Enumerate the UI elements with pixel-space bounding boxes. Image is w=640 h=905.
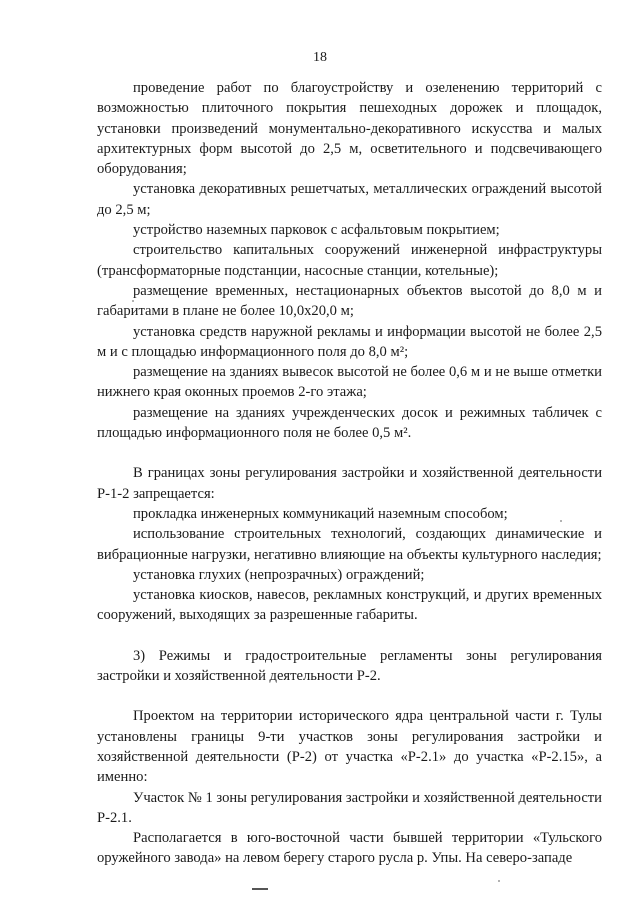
paragraph-kiosks: установка киосков, навесов, рекламных конструкций, и других временных сооружений, выходящих за разрешенные габариты.: [97, 587, 602, 624]
paragraph-plaques: размещение на зданиях учрежденческих досок и режимных табличек с площадью информационного поля не более 0,5 м².: [97, 404, 602, 442]
paragraph-location: Располагается в юго-восточной части бывшей территории «Тульского оружейного завода» на левом берегу старого русла р. Упы. На северо-западе: [97, 830, 602, 867]
section-heading-r2: 3) Режимы и градостроительные регламенты зоны регулирования застройки и хозяйственной деятельности Р-2.: [97, 647, 602, 685]
paragraph-solid-fences: установка глухих (непрозрачных) ограждений;: [133, 566, 425, 583]
scan-dot: [132, 300, 134, 302]
paragraph-construction-tech: использование строительных технологий, создающих динамические и вибрационные нагрузки, негативно влияющие на объекты культурного наследия;: [97, 526, 602, 563]
paragraph-fences: установка декоративных решетчатых, металлических ограждений высотой до 2,5 м;: [97, 181, 602, 218]
scan-dot: [498, 880, 500, 882]
paragraph-temporary-objects: размещение временных, нестационарных объектов высотой до 8,0 м и габаритами в плане не более 10,0х20,0 м;: [97, 282, 602, 320]
scan-mark: [252, 888, 268, 890]
paragraph-prohibited-intro: В границах зоны регулирования застройки и хозяйственной деятельности Р-1-2 запрещается:: [97, 465, 602, 502]
paragraph-signs: размещение на зданиях вывесок высотой не более 0,6 м и не выше отметки нижнего края оконных проемов 2-го этажа;: [97, 364, 602, 401]
paragraph-project-boundaries: Проектом на территории исторического ядра центральной части г. Тулы установлены границы 9-ти участков зоны регулирования застройки и хозяйственной деятельности (Р-2) от участка «Р-2.1» до участка «Р-2.15», а именно:: [97, 708, 602, 786]
paragraph-landscaping: проведение работ по благоустройству и озеленению территорий с возможностью плиточного покрытия пешеходных дорожек и площадок, установки произведений монументально-декоративного искусства и малых архитектурных форм высотой до 2,5 м, осветительного и подсвечивающего оборудования;: [97, 80, 602, 178]
paragraph-parking: устройство наземных парковок с асфальтовым покрытием;: [133, 222, 500, 239]
page-number: 18: [313, 50, 327, 65]
scan-dot: [560, 520, 562, 522]
paragraph-advertising: установка средств наружной рекламы и информации высотой не более 2,5 м и с площадью информационного поля до 8,0 м²;: [97, 323, 602, 360]
paragraph-utilities: прокладка инженерных коммуникаций наземным способом;: [133, 505, 508, 522]
paragraph-plot-1: Участок № 1 зоны регулирования застройки и хозяйственной деятельности Р-2.1.: [97, 789, 602, 826]
document-body: [97, 78, 602, 869]
paragraph-infrastructure: строительство капитальных сооружений инженерной инфраструктуры (трансформаторные подстанции, насосные станции, котельные);: [97, 242, 602, 279]
